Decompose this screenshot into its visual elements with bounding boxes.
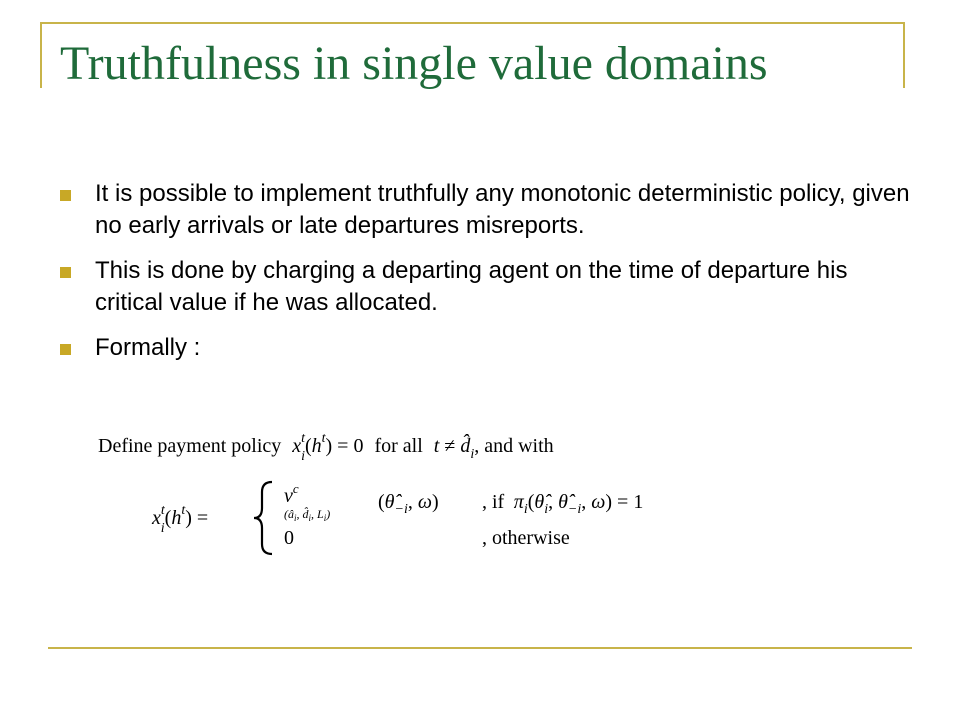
svg-text:vc: $v^c$ [284,481,299,507]
slide-title: Truthfulness in single value domains [60,37,768,90]
frame-bottom-rule [48,647,912,649]
formula-case2-value: 0 [284,527,294,549]
square-bullet-icon [60,267,71,278]
formula-intro: Define payment policy [98,435,282,457]
bullet-text: This is done by charging a departing agent on the time of departure his critical value if he was allocated. [95,257,848,316]
formula-case2-cond: , otherwise [482,527,570,549]
frame-left-rule [40,22,42,88]
svg-text:xti(ht) =: $x^t$ $i(h^t)$ = [152,503,209,536]
square-bullet-icon [60,190,71,201]
svg-text:(θ̂−i, ω): ($\thetâ_{-i}$, ω) [378,491,439,517]
payment-formula [90,420,770,570]
square-bullet-icon [60,344,71,355]
formula-case1-cond: , if [482,491,505,513]
frame-right-rule [903,22,905,88]
formula-intro-end: , and with [474,435,554,457]
formula-svg [90,420,770,570]
formula-intro-tail: for all [374,435,423,457]
bullet-text: It is possible to implement truthfully any monotonic deterministic policy, given no early arrivals or late departures misreports. [95,180,910,239]
frame-top-rule [40,22,904,24]
bullet-text: Formally : [95,334,201,361]
svg-text:Define payment policy xt: Define payment policy $x^t$ $i(h^t) = 0$ for all $t \ne d̂_i$, and with [98,431,554,464]
bullet-item [60,178,920,242]
bullet-item [60,332,920,364]
svg-text:, if πi(θ̂i, θ̂−i, ω) =: , if $\pi_i(\thetâ_i$, $\thetâ_{-i}$, ω) = 1 [482,491,644,517]
svg-text:(âi, d̂i, Li): ($â_i$, $d̂_i$, $L_i$) [284,507,331,523]
bullet-item [60,255,920,319]
bullet-list [60,178,920,377]
